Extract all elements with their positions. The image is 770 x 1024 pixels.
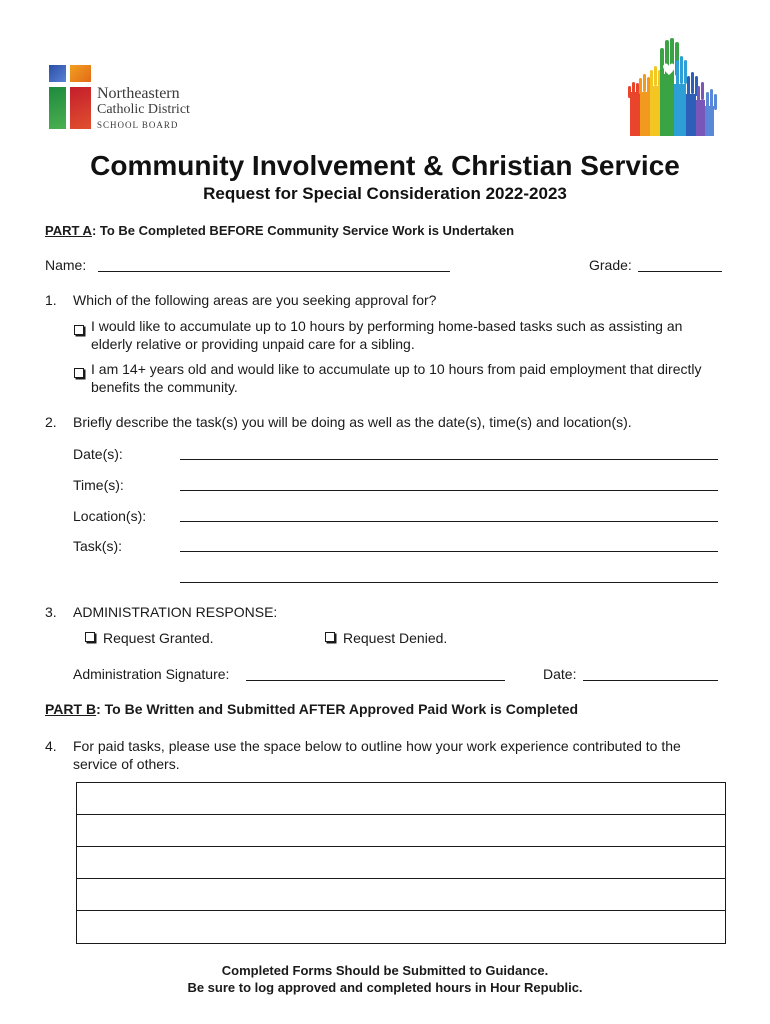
q4-number: 4. — [45, 738, 57, 754]
response-row[interactable] — [77, 847, 725, 879]
part-a-heading — [45, 223, 514, 238]
denied-checkbox[interactable] — [325, 632, 335, 642]
name-label: Name: — [45, 257, 87, 273]
part-a-text: : To Be Completed BEFORE Community Service Work is Undertaken — [91, 223, 515, 238]
q3-number: 3. — [45, 604, 57, 620]
logo-name-line1: Northeastern — [97, 85, 180, 102]
logo-square-blue — [49, 65, 66, 82]
q1-option2-text: I am 14+ years old and would like to accumulate up to 10 hours from paid employment that directly benefits the community. — [91, 361, 702, 395]
q1-text: Which of the following areas are you seeking approval for? — [73, 292, 437, 308]
granted-checkbox[interactable] — [85, 632, 95, 642]
times-field[interactable] — [180, 490, 718, 491]
dates-field[interactable] — [180, 459, 718, 460]
admin-date-label: Date: — [543, 666, 577, 682]
logo-name-line2: Catholic District — [97, 102, 190, 117]
dates-label: Date(s): — [73, 446, 123, 462]
grade-field[interactable] — [638, 271, 722, 272]
q2-number: 2. — [45, 414, 57, 430]
signature-field[interactable] — [246, 680, 505, 681]
signature-label: Administration Signature: — [73, 666, 230, 682]
page-subtitle: Request for Special Consideration 2022-2023 — [203, 184, 567, 203]
footer-line2: Be sure to log approved and completed hours in Hour Republic. — [187, 980, 583, 995]
response-row[interactable] — [77, 911, 725, 942]
page-title: Community Involvement & Christian Service — [90, 150, 680, 181]
school-board-logo — [46, 62, 216, 134]
response-box[interactable] — [76, 782, 726, 944]
times-label: Time(s): — [73, 477, 124, 493]
q3-text: ADMINISTRATION RESPONSE: — [73, 604, 278, 620]
part-b-heading — [45, 701, 578, 717]
granted-label: Request Granted. — [103, 630, 214, 646]
request-granted-option[interactable] — [85, 629, 214, 647]
q1-option1-text: I would like to accumulate up to 10 hours by performing home-based tasks such as assisting an elderly relative or providing unpaid care for a sibling. — [91, 318, 683, 352]
request-denied-option[interactable] — [325, 629, 447, 647]
logo-name-line3: SCHOOL BOARD — [97, 120, 179, 130]
grade-label: Grade: — [589, 257, 632, 273]
logo-square-orange — [70, 65, 91, 82]
denied-label: Request Denied. — [343, 630, 448, 646]
tasks-field-line2[interactable] — [180, 582, 718, 583]
response-row[interactable] — [77, 879, 725, 911]
logo-text — [97, 86, 190, 130]
raised-hands-icon — [624, 34, 724, 136]
tasks-label: Task(s): — [73, 538, 122, 554]
q2-text: Briefly describe the task(s) you will be doing as well as the date(s), time(s) and location(s). — [73, 414, 632, 430]
logo-square-green — [49, 87, 66, 129]
name-field[interactable] — [98, 271, 450, 272]
q4-text: For paid tasks, please use the space below to outline how your work experience contributed to the service of others. — [73, 738, 681, 772]
q1-number: 1. — [45, 292, 57, 308]
part-b-text: : To Be Written and Submitted AFTER Approved Paid Work is Completed — [96, 701, 579, 717]
part-b-label: PART B — [45, 701, 97, 717]
response-row[interactable] — [77, 815, 725, 847]
response-row[interactable] — [77, 783, 725, 815]
tasks-field-line1[interactable] — [180, 551, 718, 552]
locations-label: Location(s): — [73, 508, 147, 524]
locations-field[interactable] — [180, 521, 718, 522]
logo-square-red — [70, 87, 91, 129]
footer-line1: Completed Forms Should be Submitted to Guidance. — [221, 963, 549, 978]
part-a-label: PART A — [45, 223, 92, 238]
admin-date-field[interactable] — [583, 680, 718, 681]
